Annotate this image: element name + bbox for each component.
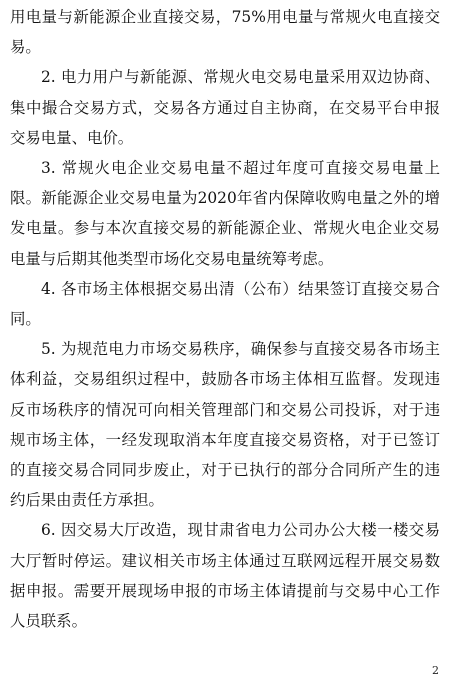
body-text bbox=[10, 2, 440, 636]
paragraph-item-2: 2. 电力用户与新能源、常规火电交易电量采用双边协商、集中撮合交易方式，交易各方通过自主协商，在交易平台申报交易电量、电价。 bbox=[10, 68, 440, 147]
page-number: 2 bbox=[432, 664, 439, 677]
paragraph-item-6: 6. 因交易大厅改造，现甘肃省电力公司办公大楼一楼交易大厅暂时停运。建议相关市场主体通过互联网远程开展交易数据申报。需要开展现场申报的市场主体请提前与交易中心工作人员联系。 bbox=[10, 521, 440, 631]
paragraph-item-5: 5. 为规范电力市场交易秩序，确保参与直接交易各市场主体利益，交易组织过程中，鼓励各市场主体相互监督。发现违反市场秩序的情况可向相关管理部门和交易公司投诉，对于违规市场主体，一经发现取消本年度直接交易资格，对于已签订的直接交易合同同步废止，对于已执行的部分合同所产生的违约后果由责任方承担。 bbox=[10, 340, 440, 510]
paragraph-continued: 用电量与新能源企业直接交易，75%用电量与常规火电直接交易。 bbox=[10, 8, 440, 57]
paragraph-item-4: 4. 各市场主体根据交易出清（公布）结果签订直接交易合同。 bbox=[10, 279, 440, 329]
paragraph-item-3: 3. 常规火电企业交易电量不超过年度可直接交易电量上限。新能源企业交易电量为2020年省内保障收购电量之外的增发电量。参与本次直接交易的新能源企业、常规火电企业交易电量与后期其他类型市场化交易电量统筹考虑。 bbox=[10, 159, 440, 268]
